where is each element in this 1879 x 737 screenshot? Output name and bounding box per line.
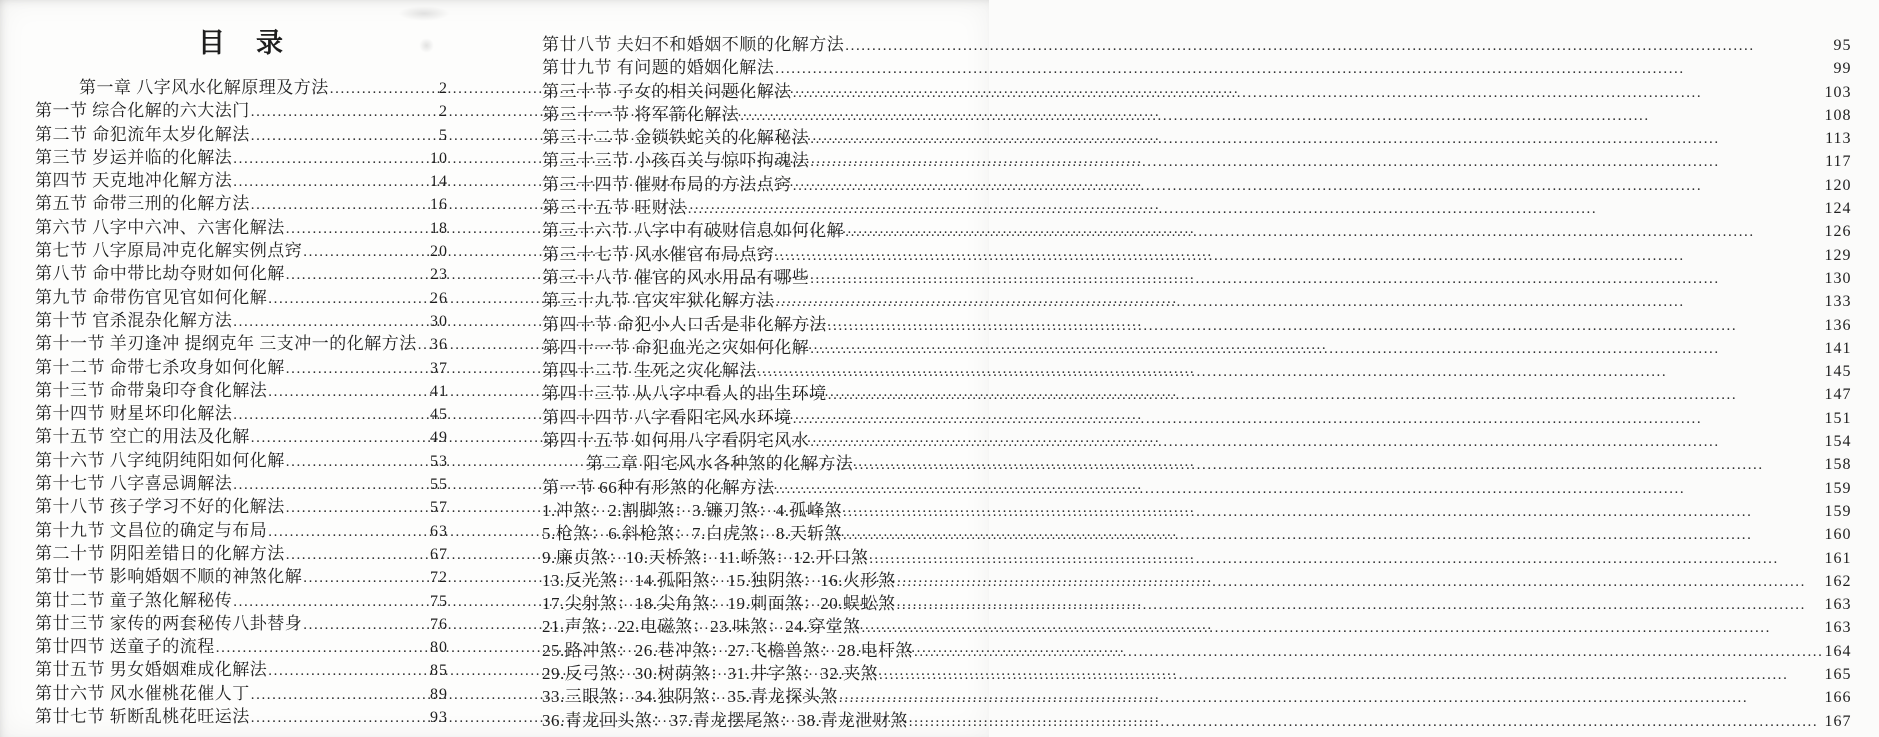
toc-entry-page-number: 16	[430, 196, 448, 214]
toc-entry	[542, 123, 1852, 146]
toc-entry-label: 第七节 八字原局冲克化解实例点窍	[35, 241, 303, 261]
toc-entry-page-number: 141	[1824, 339, 1852, 357]
toc-entry	[542, 403, 1852, 426]
toc-entry	[542, 146, 1852, 169]
toc-entry-label: 第五节 命带三刑的化解方法	[35, 194, 250, 214]
toc-entry-label: 第六节 八字中六冲、六害化解法	[35, 217, 285, 237]
toc-entry	[35, 609, 448, 632]
dotted-leader	[810, 268, 1823, 288]
toc-entry-page-number: 161	[1824, 549, 1852, 567]
dotted-leader	[688, 198, 1824, 218]
toc-entry-label: 第廿七节 斩断乱桃花旺运法	[35, 707, 250, 727]
toc-entry	[35, 446, 448, 469]
toc-entry	[35, 469, 448, 492]
toc-entry-page-number: 45	[430, 406, 448, 424]
toc-entry-page-number: 89	[430, 685, 448, 703]
toc-entry-label: 第三十一节 将军箭化解法	[542, 104, 740, 124]
toc-entry	[542, 589, 1852, 612]
toc-entry-label: 第二十节 阴阳差错日的化解方法	[35, 543, 285, 563]
toc-entry	[542, 496, 1852, 519]
toc-entry-page-number: 145	[1824, 363, 1852, 381]
toc-entry	[542, 706, 1852, 729]
toc-entry-label: 17.尖射煞：18.尖角煞：19.刺面煞：20.蜈蚣煞	[542, 594, 896, 614]
toc-entry	[35, 329, 448, 352]
toc-entry-label: 第十五节 空亡的用法及化解	[35, 427, 250, 447]
dotted-leader	[303, 567, 429, 587]
toc-entry-page-number: 164	[1824, 642, 1852, 660]
toc-entry	[542, 356, 1852, 379]
toc-entry-label: 13.反光煞：14.孤阳煞：15.独阴煞：16.火形煞	[542, 570, 896, 590]
toc-entry	[35, 562, 448, 585]
dotted-leader	[286, 544, 429, 564]
dotted-leader	[793, 175, 1824, 195]
dotted-leader	[793, 408, 1824, 428]
dotted-leader	[845, 35, 1832, 55]
toc-entry-page-number: 126	[1824, 223, 1852, 241]
toc-entry-label: 1.冲煞：2.割脚煞：3.镰刀煞：4.孤峰煞	[542, 500, 842, 520]
toc-entry-label: 第二章 阳宅风水各种煞的化解方法	[586, 454, 854, 474]
toc-entry-label: 第廿一节 影响婚姻不顺的神煞化解	[35, 567, 303, 587]
toc-entry-page-number: 160	[1824, 526, 1852, 544]
toc-entry-page-number: 159	[1824, 479, 1852, 497]
dotted-leader	[251, 194, 429, 214]
toc-entry-label: 第十一节 羊刃逢冲 提纲克年 三支冲一的化解方法	[35, 334, 417, 354]
toc-entry-page-number: 103	[1824, 83, 1852, 101]
dotted-leader	[251, 707, 429, 727]
toc-entry	[35, 353, 448, 376]
dotted-leader	[233, 148, 429, 168]
toc-entry-label: 第三十八节 催官的风水用品有哪些	[542, 267, 810, 287]
toc-entry-label: 第三节 岁运并临的化解法	[35, 147, 233, 167]
toc-entry-label: 第四十一节 命犯血光之灾如何化解	[542, 337, 810, 357]
toc-entry	[35, 516, 448, 539]
toc-entry-page-number: 117	[1825, 153, 1852, 171]
toc-entry-page-number: 158	[1824, 456, 1852, 474]
dotted-leader	[286, 358, 429, 378]
toc-entry	[542, 659, 1852, 682]
toc-entry	[35, 189, 448, 212]
toc-list-right	[542, 30, 1852, 729]
dotted-leader	[233, 591, 429, 611]
dotted-leader	[216, 637, 429, 657]
toc-entry	[35, 143, 448, 166]
toc-entry	[542, 100, 1852, 123]
toc-entry-page-number: 136	[1824, 316, 1852, 334]
toc-entry	[542, 240, 1852, 263]
dotted-leader	[268, 521, 429, 541]
toc-entry-label: 33.三眼煞：34.独阴煞：35.青龙探头煞	[542, 687, 838, 707]
toc-entry-label: 21.声煞：22.电磁煞：23.味煞：24.穿堂煞	[542, 617, 861, 637]
dotted-leader	[914, 641, 1824, 661]
toc-entry-label: 第廿四节 送童子的流程	[35, 637, 215, 657]
toc-entry-page-number: 99	[1833, 60, 1852, 78]
toc-entry-page-number: 162	[1824, 572, 1852, 590]
dotted-leader	[758, 361, 1824, 381]
dotted-leader	[251, 125, 433, 145]
toc-entry	[35, 679, 448, 702]
dotted-leader	[740, 105, 1823, 125]
dotted-leader	[775, 291, 1823, 311]
toc-entry-page-number: 5	[439, 126, 448, 144]
toc-entry-label: 第十二节 命带七杀攻身如何化解	[35, 357, 285, 377]
toc-entry-page-number: 129	[1824, 246, 1852, 264]
dotted-leader	[843, 501, 1824, 521]
toc-entry	[542, 286, 1852, 309]
toc-entry-page-number: 85	[430, 662, 448, 680]
toc-entry	[35, 539, 448, 562]
dotted-leader	[869, 548, 1823, 568]
toc-entry-page-number: 2	[439, 80, 448, 97]
toc-entry-page-number: 18	[430, 219, 448, 237]
toc-entry	[35, 236, 448, 259]
toc-entry	[35, 632, 448, 655]
toc-entry-page-number: 14	[430, 173, 448, 191]
toc-entry-page-number: 124	[1824, 200, 1852, 218]
dotted-leader	[268, 660, 429, 680]
dotted-leader	[776, 478, 1824, 498]
dotted-leader	[828, 315, 1824, 335]
toc-entry-page-number: 53	[430, 452, 448, 470]
toc-list-left	[35, 73, 448, 725]
toc-entry-page-number: 166	[1824, 689, 1852, 707]
toc-entry	[542, 566, 1852, 589]
toc-entry-label: 第八节 命中带比劫夺财如何化解	[35, 264, 285, 284]
toc-entry-label: 第三十六节 八字中有破财信息如何化解	[542, 221, 845, 241]
toc-entry	[542, 612, 1852, 635]
toc-entry-label: 25.路冲煞：26.巷冲煞：27.飞檐兽煞：28.电杆煞	[542, 640, 913, 660]
toc-entry-label: 第廿八节 夫妇不和婚姻不顺的化解方法	[542, 35, 845, 54]
toc-entry-page-number: 93	[430, 709, 448, 727]
toc-entry-label: 5.枪煞：6.斜枪煞：7.白虎煞：8.天斩煞	[542, 524, 842, 544]
toc-entry-label: 第一节 66种有形煞的化解方法	[542, 477, 775, 497]
toc-entry-label: 第三十四节 催财布局的方法点窍	[542, 174, 792, 194]
toc-entry	[542, 682, 1852, 705]
toc-entry-page-number: 72	[430, 569, 448, 587]
dotted-leader	[303, 241, 429, 261]
toc-entry-label: 第廿五节 男女婚姻难成化解法	[35, 660, 268, 680]
toc-entry-page-number: 130	[1824, 269, 1852, 287]
toc-entry-page-number: 163	[1824, 596, 1852, 614]
dotted-leader	[233, 474, 429, 494]
toc-entry-label: 第四节 天克地冲化解方法	[35, 171, 233, 191]
toc-entry	[35, 283, 448, 306]
toc-entry-page-number: 95	[1833, 37, 1852, 54]
page-title: 目 录	[198, 28, 285, 58]
toc-entry-page-number: 120	[1824, 176, 1852, 194]
toc-entry	[35, 259, 448, 282]
toc-entry	[542, 519, 1852, 542]
dotted-leader	[251, 427, 429, 447]
toc-entry-label: 第廿二节 童子煞化解秘传	[35, 590, 233, 610]
toc-entry	[35, 586, 448, 609]
toc-entry	[542, 170, 1852, 193]
dotted-leader	[233, 171, 429, 191]
toc-entry-label: 第十七节 八字喜忌调解法	[35, 474, 233, 494]
toc-entry-page-number: 80	[430, 639, 448, 657]
toc-entry-label: 第廿六节 风水催桃花催人丁	[35, 683, 250, 703]
toc-entry-label: 第一节 综合化解的六大法门	[35, 101, 250, 121]
dotted-leader	[286, 497, 429, 517]
toc-entry-page-number: 49	[430, 429, 448, 447]
dotted-leader	[268, 288, 429, 308]
toc-entry-page-number: 30	[430, 312, 448, 330]
toc-entry-page-number: 76	[430, 615, 448, 633]
dotted-leader	[251, 101, 433, 121]
toc-entry-page-number: 167	[1824, 712, 1852, 730]
toc-entry-label: 29.反弓煞：30.树荫煞：31.井字煞：32.夹煞	[542, 664, 878, 684]
toc-entry-label: 第三十九节 官灾牢狱化解方法	[542, 291, 775, 311]
toc-entry	[542, 543, 1852, 566]
toc-entry-page-number: 2	[439, 103, 448, 121]
toc-entry	[35, 655, 448, 678]
toc-entry	[542, 216, 1852, 239]
dotted-leader	[286, 451, 429, 471]
dotted-leader	[909, 711, 1824, 731]
toc-entry-label: 第三十七节 风水催官布局点窍	[542, 244, 775, 264]
toc-entry-label: 第十节 官杀混杂化解方法	[35, 310, 233, 330]
toc-entry-page-number: 26	[430, 289, 448, 307]
dotted-leader	[286, 218, 429, 238]
dotted-leader	[793, 82, 1824, 102]
toc-entry	[542, 263, 1852, 286]
toc-entry-label: 第十八节 孩子学习不好的化解法	[35, 497, 285, 517]
toc-entry-page-number: 151	[1824, 409, 1852, 427]
dotted-leader	[810, 128, 1824, 148]
toc-entry-label: 第一章 八字风水化解原理及方法	[79, 78, 329, 97]
toc-entry-label: 第廿三节 家传的两套秘传八卦替身	[35, 613, 303, 633]
dotted-leader	[897, 594, 1824, 614]
toc-entry-label: 第四十四节 八字看阳宅风水环境	[542, 407, 792, 427]
toc-entry-label: 第三十节 子女的相关问题化解法	[542, 81, 792, 101]
toc-entry-label: 第十三节 命带枭印夺食化解法	[35, 380, 268, 400]
dotted-leader	[828, 384, 1824, 404]
toc-entry-page-number: 113	[1825, 130, 1852, 148]
toc-entry	[542, 473, 1852, 496]
dotted-leader	[233, 311, 429, 331]
toc-entry-label: 第十九节 文昌位的确定与布局	[35, 520, 268, 540]
toc-entry	[35, 166, 448, 189]
dotted-leader	[810, 151, 1824, 171]
toc-entry-page-number: 108	[1824, 106, 1852, 124]
toc-entry	[35, 213, 448, 236]
toc-entry	[542, 310, 1852, 333]
dotted-leader	[418, 334, 429, 354]
toc-entry-page-number: 159	[1824, 502, 1852, 520]
dotted-leader	[879, 664, 1824, 684]
toc-entry-page-number: 67	[430, 545, 448, 563]
toc-entry	[542, 333, 1852, 356]
toc-entry-page-number: 36	[430, 336, 448, 354]
toc-entry-label: 第三十五节 旺财法	[542, 198, 687, 218]
toc-entry-label: 第三十二节 金锁铁蛇关的化解秘法	[542, 128, 810, 148]
toc-entry-page-number: 37	[430, 359, 448, 377]
toc-entry	[542, 426, 1852, 449]
toc-entry	[35, 422, 448, 445]
toc-entry-page-number: 55	[430, 476, 448, 494]
toc-entry-label: 第廿九节 有问题的婚姻化解法	[542, 58, 775, 78]
toc-page-left	[0, 0, 488, 737]
toc-entry	[542, 193, 1852, 216]
toc-entry	[542, 53, 1852, 76]
toc-entry-label: 第四十五节 如何用八字看阴宅风水	[542, 431, 810, 451]
toc-entry-label: 第十六节 八字纯阴纯阳如何化解	[35, 450, 285, 470]
toc-entry-label: 第四十二节 生死之灾化解法	[542, 361, 757, 381]
toc-entry-page-number: 41	[430, 382, 448, 400]
dotted-leader	[839, 687, 1824, 707]
toc-entry-label: 第四十三节 从八字中看人的出生环境	[542, 384, 827, 404]
toc-entry-page-number: 10	[430, 149, 448, 167]
toc-entry-page-number: 63	[430, 522, 448, 540]
toc-entry	[542, 379, 1852, 402]
dotted-leader	[845, 221, 1823, 241]
toc-entry-label: 第二节 命犯流年太岁化解法	[35, 124, 250, 144]
toc-entry	[35, 306, 448, 329]
toc-entry	[542, 30, 1852, 53]
toc-entry-page-number: 75	[430, 592, 448, 610]
toc-entry	[35, 399, 448, 422]
dotted-leader	[303, 614, 429, 634]
dotted-leader	[330, 78, 433, 98]
toc-entry	[542, 449, 1852, 472]
toc-entry	[35, 492, 448, 515]
toc-entry-page-number: 163	[1824, 619, 1852, 637]
toc-page-right	[488, 0, 1879, 737]
dotted-leader	[810, 338, 1823, 358]
toc-entry-page-number: 133	[1824, 293, 1852, 311]
toc-entry-page-number: 20	[430, 243, 448, 261]
toc-entry-page-number: 23	[430, 266, 448, 284]
dotted-leader	[897, 571, 1824, 591]
dotted-leader	[854, 454, 1823, 474]
dotted-leader	[268, 381, 429, 401]
toc-entry-page-number: 57	[430, 499, 448, 517]
toc-entry-label: 第四十节 命犯小人口舌是非化解方法	[542, 314, 827, 334]
toc-entry-label: 第九节 命带伤官见官如何化解	[35, 287, 268, 307]
toc-entry	[35, 702, 448, 725]
toc-entry-label: 第三十三节 小孩百关与惊吓拘魂法	[542, 151, 810, 171]
toc-entry-page-number: 165	[1824, 666, 1852, 684]
dotted-leader	[775, 58, 1832, 78]
dotted-leader	[286, 264, 429, 284]
toc-entry-label: 第十四节 财星坏印化解法	[35, 404, 233, 424]
toc-entry	[35, 73, 448, 96]
toc-entry-label: 36.青龙回头煞：37.青龙摆尾煞：38.青龙泄财煞	[542, 710, 908, 730]
dotted-leader	[233, 404, 429, 424]
toc-entry-page-number: 154	[1824, 433, 1852, 451]
dotted-leader	[810, 431, 1823, 451]
toc-entry	[35, 120, 448, 143]
toc-entry	[35, 96, 448, 119]
toc-entry-label: 9.廉贞煞：10.天桥煞：11.峤煞：12.开口煞	[542, 547, 869, 567]
dotted-leader	[251, 684, 429, 704]
dotted-leader	[775, 245, 1823, 265]
toc-entry	[35, 376, 448, 399]
toc-entry	[542, 636, 1852, 659]
dotted-leader	[862, 617, 1824, 637]
toc-entry-page-number: 147	[1824, 386, 1852, 404]
dotted-leader	[843, 524, 1824, 544]
toc-entry	[542, 77, 1852, 100]
